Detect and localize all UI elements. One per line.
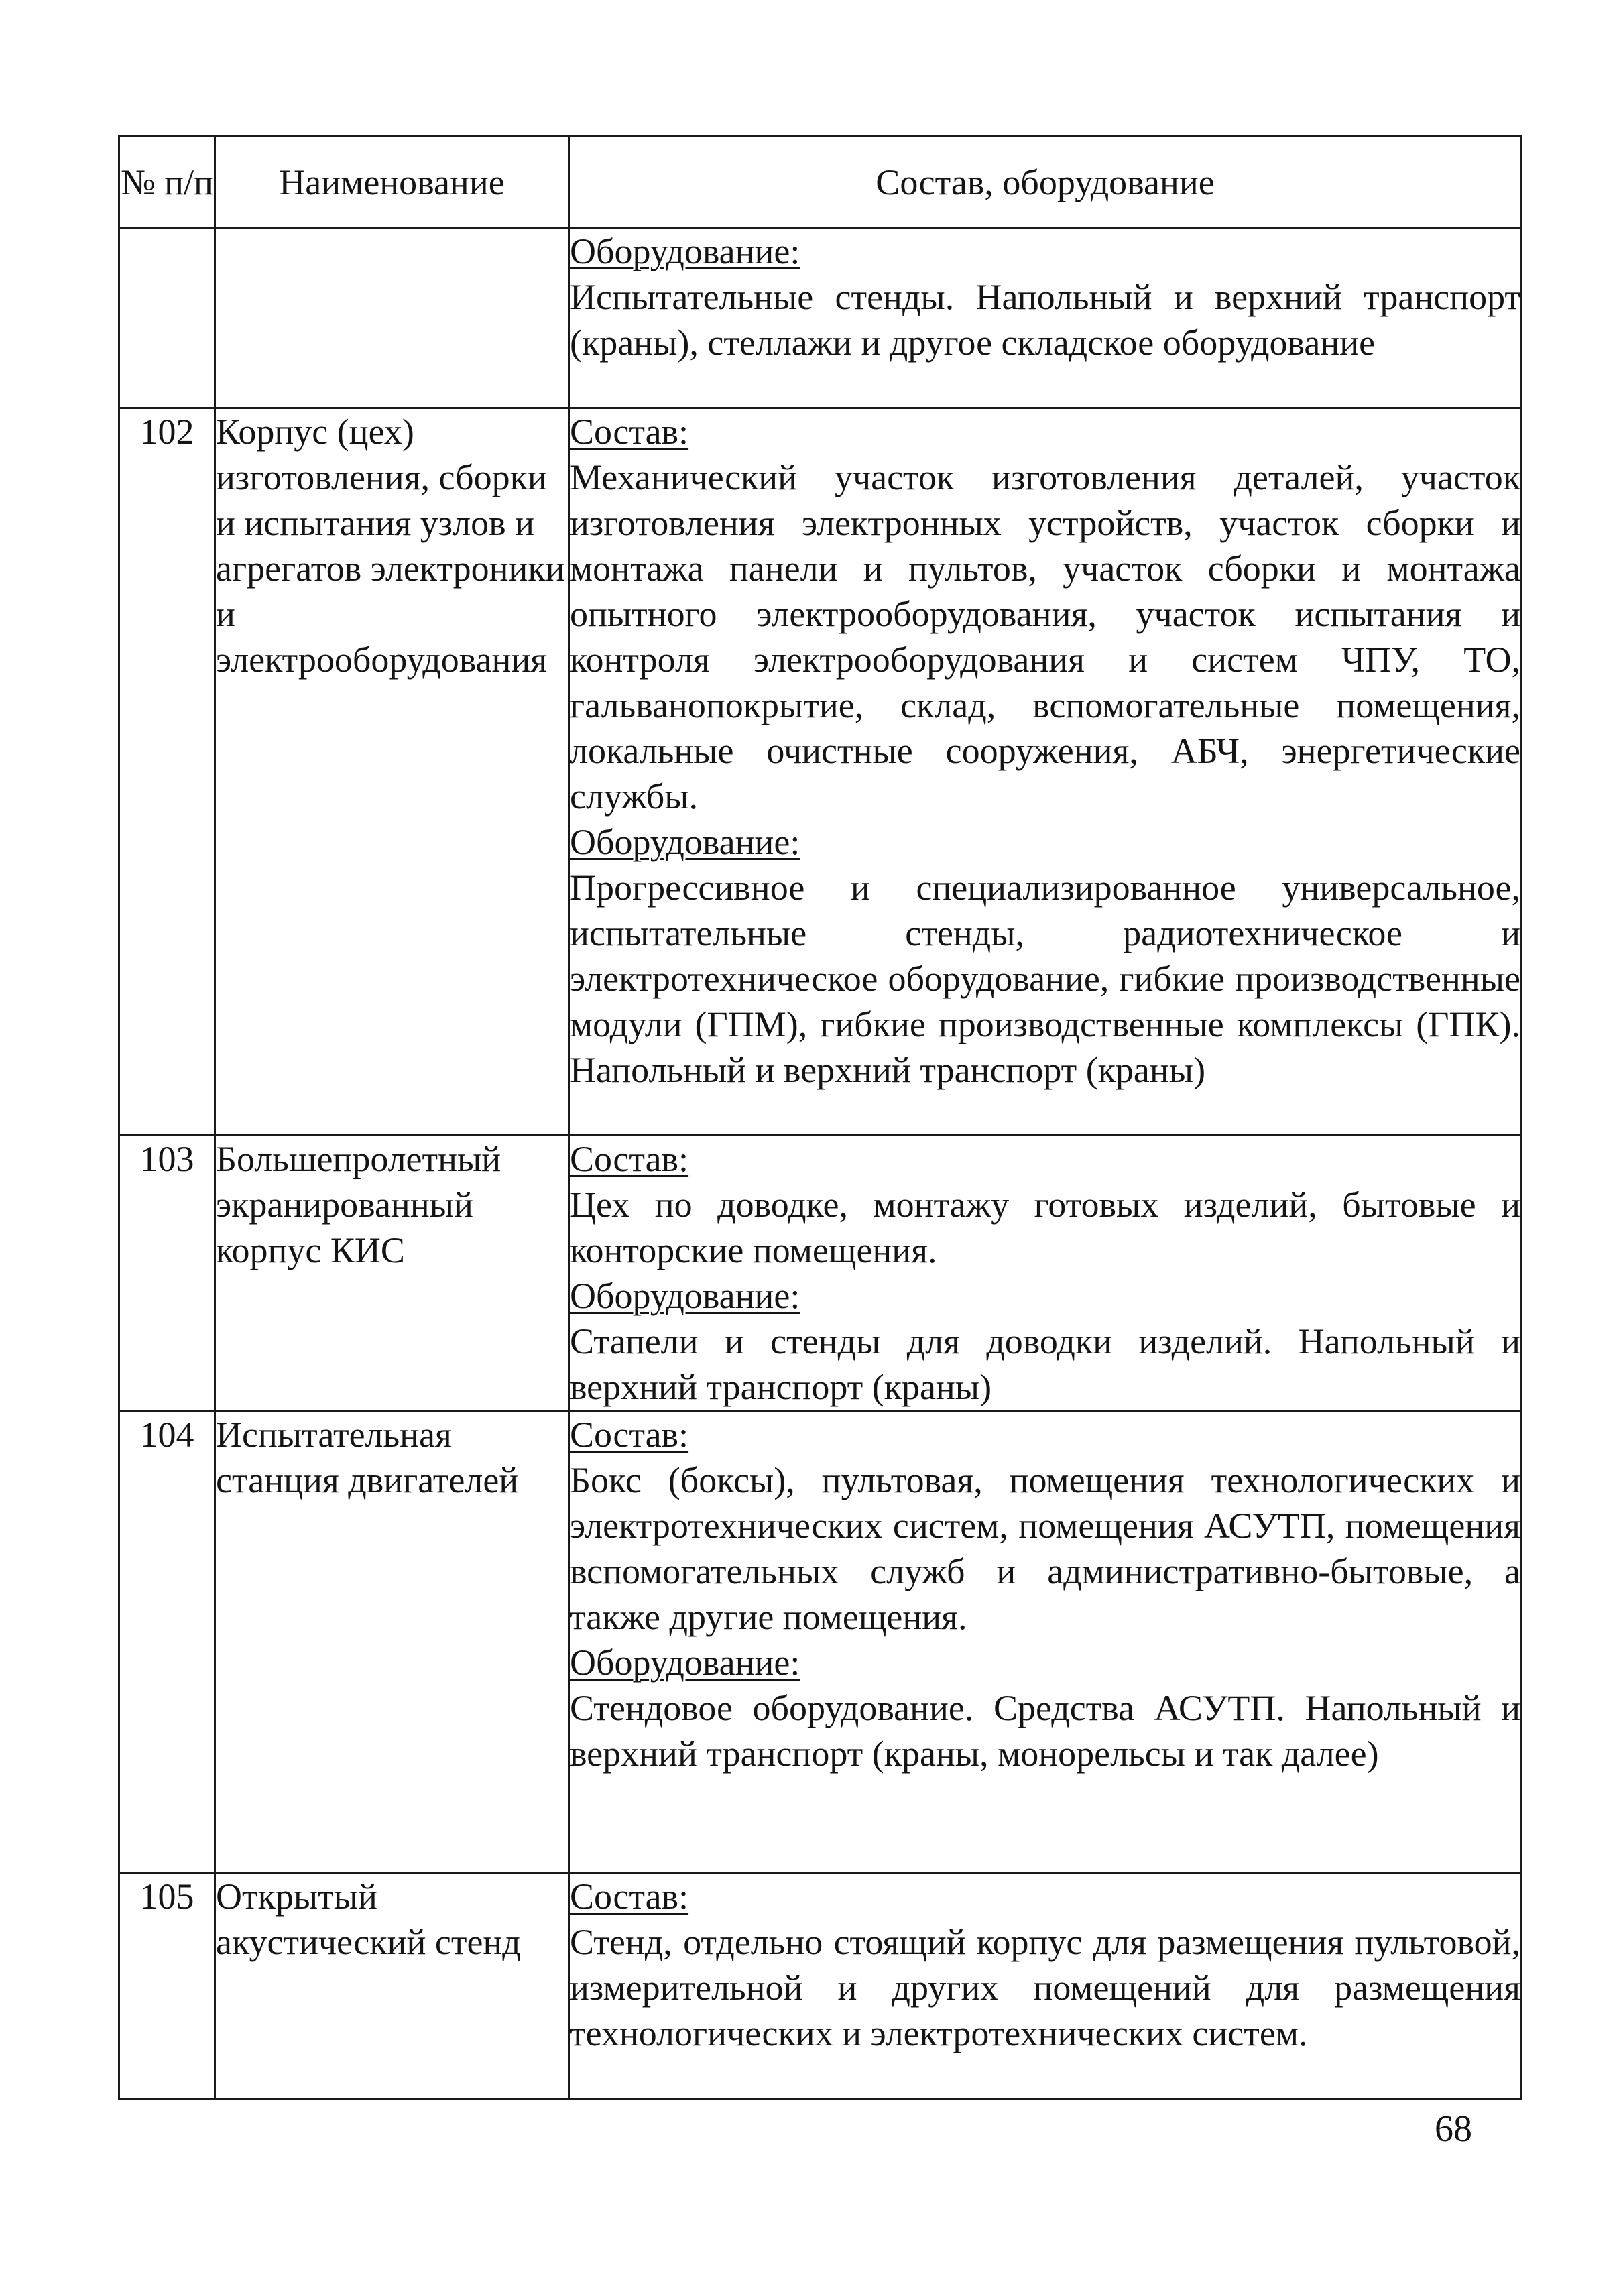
table-row <box>119 408 1522 1136</box>
row-composition <box>569 228 1522 408</box>
composition-text: Стенд, отдельно стоящий корпус для размещения пультовой, измерительной и других помещений для размещения технологических и электротехнических систем. <box>570 1922 1520 2053</box>
header-name: Наименование <box>215 137 569 228</box>
table-row <box>119 1136 1522 1411</box>
composition-label: Состав: <box>570 1414 689 1455</box>
composition-text: Бокс (боксы), пультовая, помещения технологических и электротехнических систем, помещения АСУТП, помещения вспомогательных служб и административно-бытовые, а также другие помещения. <box>570 1460 1520 1637</box>
row-number: 103 <box>119 1136 215 1411</box>
row-name: Испытательная станция двигателей <box>215 1411 569 1873</box>
row-name: Корпус (цех) изготовления, сборки и испытания узлов и агрегатов электроники и электрооборудования <box>215 408 569 1136</box>
row-number: 102 <box>119 408 215 1136</box>
row-composition <box>569 1411 1522 1873</box>
composition-text: Цех по доводке, монтажу готовых изделий, бытовые и конторские помещения. <box>570 1185 1520 1270</box>
equipment-label: Оборудование: <box>570 822 800 862</box>
row-name: Большепролетный экранированный корпус КИС <box>215 1136 569 1411</box>
composition-text: Механический участок изготовления деталей, участок изготовления электронных устройств, участок сборки и монтажа панели и пультов, участок сборки и монтажа опытного электрооборудования, участок испытания и контроля электрооборудования и систем ЧПУ, ТО, гальванопокрытие, склад, вспомогательные помещения, локальные очистные сооружения, АБЧ, энергетические службы. <box>570 457 1520 817</box>
row-composition <box>569 1873 1522 2100</box>
table-row <box>119 1411 1522 1873</box>
row-number: 104 <box>119 1411 215 1873</box>
equipment-label: Оборудование: <box>570 231 800 271</box>
equipment-table <box>118 135 1522 2100</box>
table-row <box>119 228 1522 408</box>
header-composition: Состав, оборудование <box>569 137 1522 228</box>
equipment-label: Оборудование: <box>570 1276 800 1316</box>
row-composition <box>569 408 1522 1136</box>
row-composition <box>569 1136 1522 1411</box>
equipment-label: Оборудование: <box>570 1642 800 1683</box>
composition-label: Состав: <box>570 1139 689 1179</box>
composition-label: Состав: <box>570 412 689 452</box>
row-name: Открытый акустический стенд <box>215 1873 569 2100</box>
row-name <box>215 228 569 408</box>
page-number: 68 <box>1435 2108 1472 2150</box>
equipment-text: Прогрессивное и специализированное универсальное, испытательные стенды, радиотехническое и электротехническое оборудование, гибкие производственные модули (ГПМ), гибкие производственные комплексы (ГПК). Напольный и верхний транспорт (краны) <box>570 867 1520 1090</box>
composition-label: Состав: <box>570 1876 689 1917</box>
equipment-text: Стапели и стенды для доводки изделий. Напольный и верхний транспорт (краны) <box>570 1321 1520 1407</box>
table-header-row <box>119 137 1522 228</box>
header-number: № п/п <box>119 137 215 228</box>
equipment-text: Испытательные стенды. Напольный и верхний транспорт (краны), стеллажи и другое складское оборудование <box>570 277 1520 363</box>
row-number <box>119 228 215 408</box>
table-row <box>119 1873 1522 2100</box>
row-number: 105 <box>119 1873 215 2100</box>
equipment-text: Стендовое оборудование. Средства АСУТП. Напольный и верхний транспорт (краны, монорельсы и так далее) <box>570 1688 1520 1774</box>
